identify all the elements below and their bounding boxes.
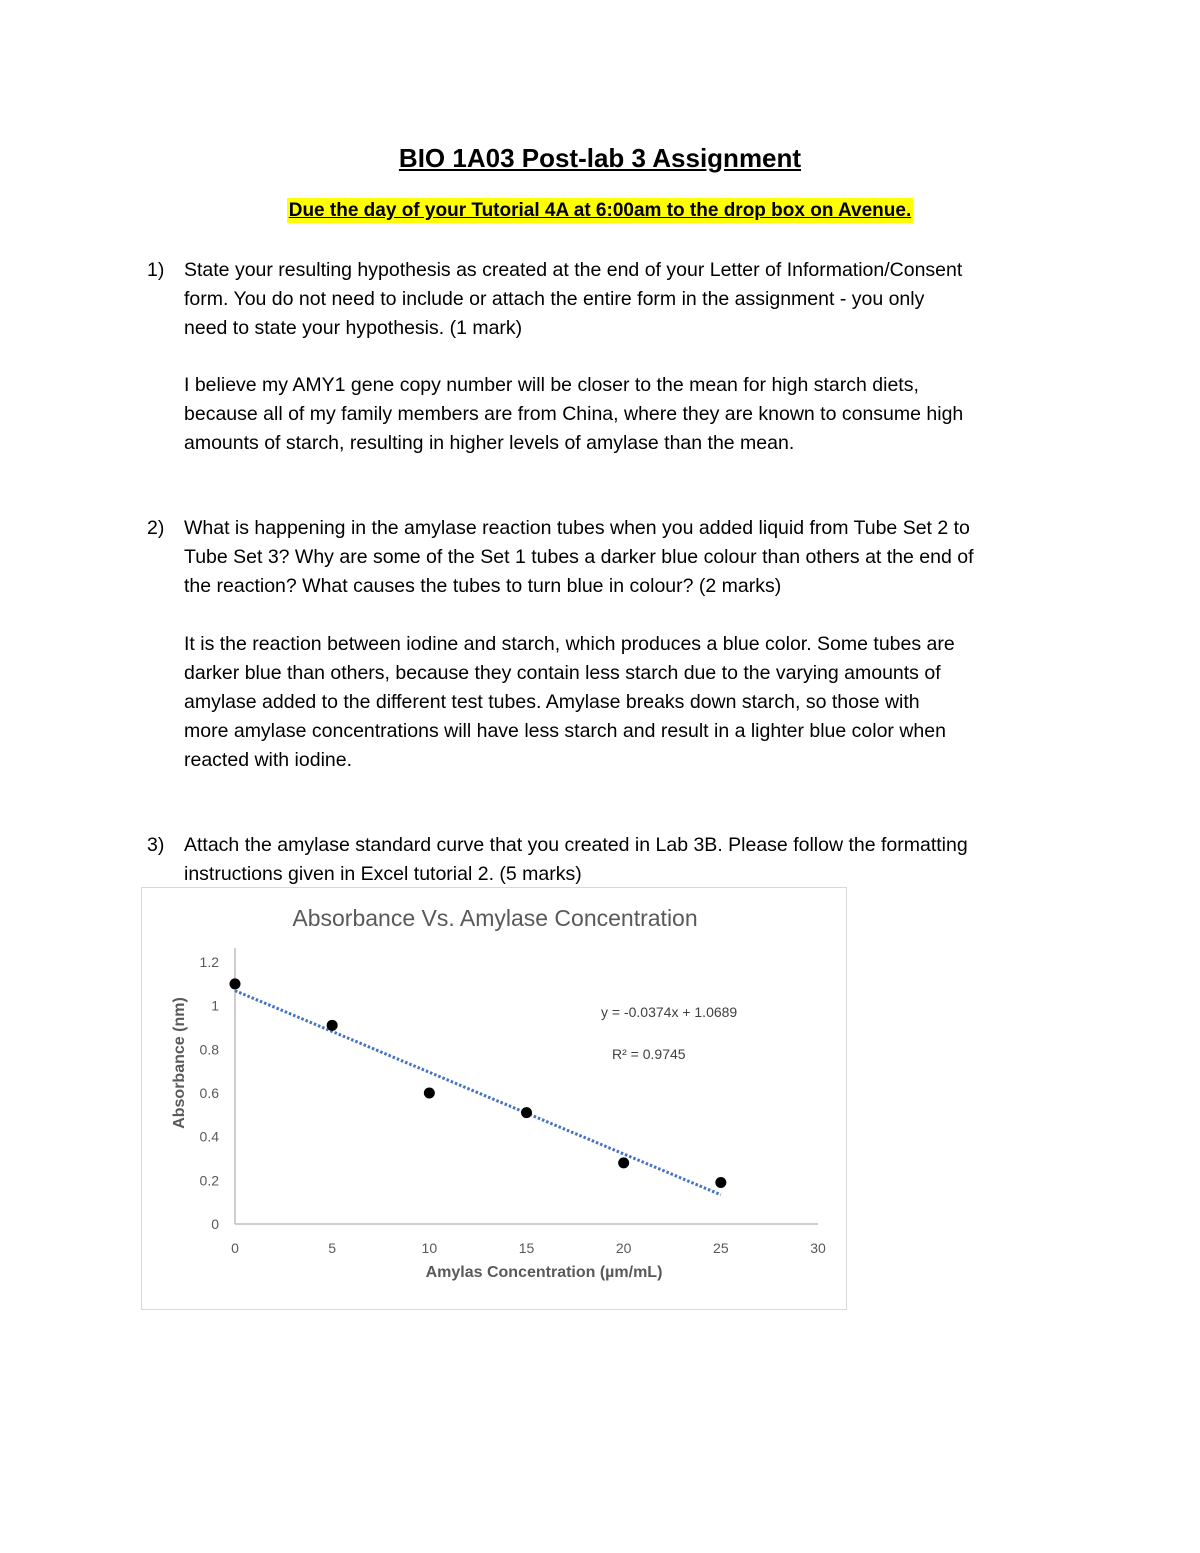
answer-line: amounts of starch, resulting in higher levels of amylase than the mean. — [184, 432, 795, 454]
answer-2 — [184, 630, 1064, 775]
answer-line: amylase added to the different test tubes. Amylase breaks down starch, so those with — [184, 691, 920, 713]
y-tick-label: 0.2 — [199, 1172, 219, 1189]
answer-line: because all of my family members are from China, where they are known to consume high — [184, 403, 964, 425]
due-notice — [0, 200, 1200, 222]
answer-line: I believe my AMY1 gene copy number will be closer to the mean for high starch diets, — [184, 374, 919, 396]
answer-line: darker blue than others, because they contain less starch due to the varying amounts of — [184, 662, 941, 684]
answer-line: reacted with iodine. — [184, 749, 353, 771]
question-line: the reaction? What causes the tubes to turn blue in colour? (2 marks) — [184, 575, 782, 597]
data-point — [521, 1107, 532, 1118]
x-tick-label: 20 — [615, 1240, 632, 1256]
answer-line: It is the reaction between iodine and starch, which produces a blue color. Some tubes are — [184, 633, 955, 655]
y-axis-label: Absorbance (nm) — [171, 997, 188, 1129]
x-tick-label: 15 — [518, 1240, 535, 1256]
data-point — [424, 1088, 435, 1099]
question-line: Attach the amylase standard curve that you created in Lab 3B. Please follow the formatting — [184, 834, 968, 856]
question-number: 2) — [147, 517, 165, 539]
data-point — [618, 1157, 629, 1168]
y-tick-label: 0 — [211, 1216, 219, 1232]
y-tick-label: 0.8 — [199, 1041, 219, 1058]
question-number: 3) — [147, 834, 165, 856]
x-tick-label: 25 — [713, 1240, 729, 1256]
x-tick-label: 5 — [328, 1240, 337, 1256]
due-notice-text: Due the day of your Tutorial 4A at 6:00am to the drop box on Avenue. — [288, 200, 912, 221]
answer-line: more amylase concentrations will have less starch and result in a lighter blue color when — [184, 720, 946, 742]
trendline-equation: y = -0.0374x + 1.0689 — [601, 1004, 738, 1020]
x-tick-label: 30 — [810, 1240, 826, 1256]
question-number: 1) — [147, 259, 165, 281]
chart-plot-area — [142, 888, 848, 1311]
standard-curve-chart — [141, 887, 847, 1310]
question-text — [184, 256, 1074, 343]
data-point — [327, 1020, 338, 1031]
trendline-r-squared: R² = 0.9745 — [612, 1046, 686, 1062]
x-tick-label: 10 — [421, 1240, 438, 1256]
question-line: instructions given in Excel tutorial 2. (5 marks) — [184, 863, 582, 885]
question-line: State your resulting hypothesis as created at the end of your Letter of Information/Consent — [184, 259, 963, 281]
trendline — [235, 991, 721, 1195]
document-title: BIO 1A03 Post-lab 3 Assignment — [398, 143, 802, 173]
answer-1 — [184, 371, 1064, 458]
y-tick-label: 1.2 — [199, 954, 219, 970]
data-point — [715, 1177, 726, 1188]
x-tick-label: 0 — [231, 1240, 239, 1256]
question-line: form. You do not need to include or attach the entire form in the assignment - you only — [184, 288, 925, 310]
question-line: Tube Set 3? Why are some of the Set 1 tubes a darker blue colour than others at the end of — [184, 546, 974, 568]
question-text — [184, 514, 1074, 601]
y-tick-label: 1 — [211, 997, 219, 1014]
data-point — [230, 978, 241, 989]
chart-title: Absorbance Vs. Amylase Concentration — [292, 905, 698, 931]
x-axis-label: Amylas Concentration (µm/mL) — [425, 1264, 663, 1281]
question-line: What is happening in the amylase reaction tubes when you added liquid from Tube Set 2 to — [184, 517, 970, 539]
y-tick-label: 0.6 — [199, 1085, 219, 1101]
y-tick-label: 0.4 — [199, 1128, 219, 1145]
question-text — [184, 831, 1074, 889]
question-line: need to state your hypothesis. (1 mark) — [184, 317, 523, 339]
